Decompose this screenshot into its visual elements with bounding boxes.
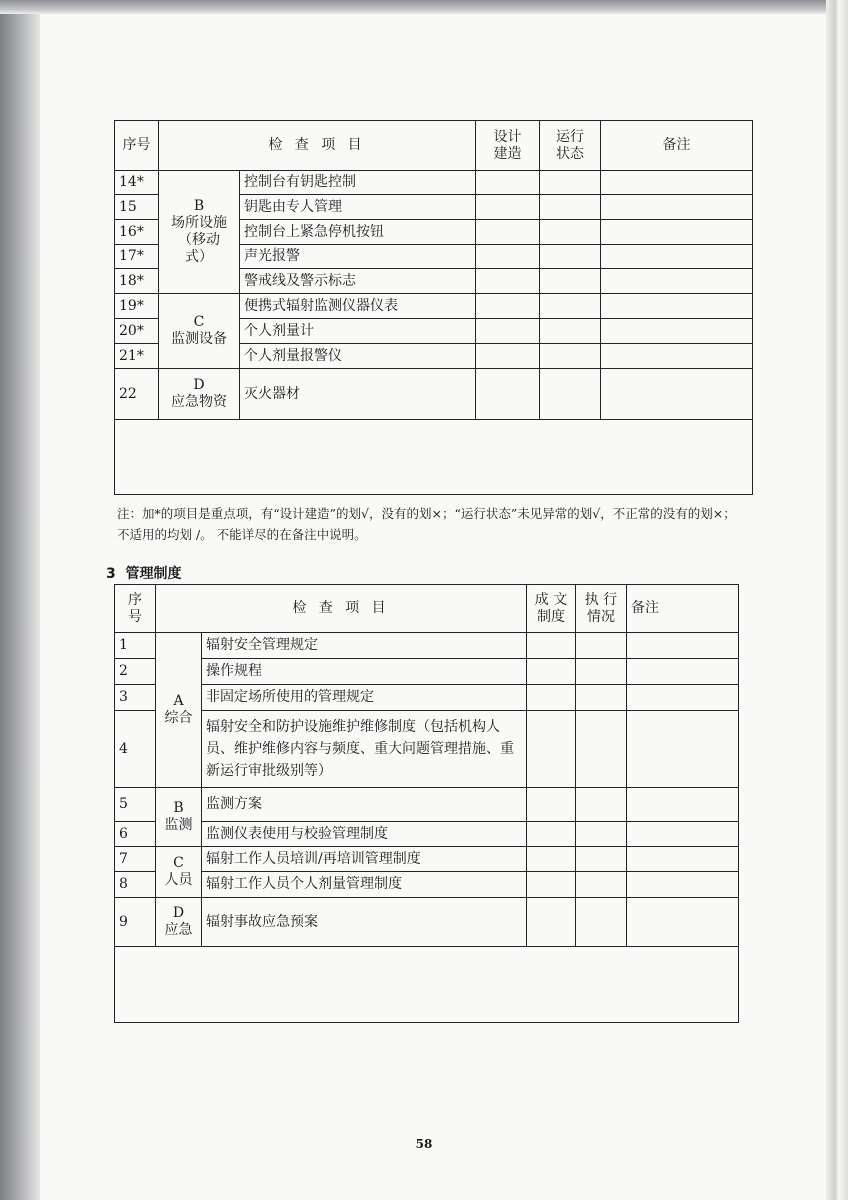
cell-note: [627, 633, 739, 659]
cell-written: [527, 898, 576, 947]
cell-design: [476, 344, 540, 369]
group-name: 应急物资: [171, 394, 227, 410]
row-item: 监测方案: [202, 788, 527, 822]
header-written: 成 文 制度: [527, 585, 576, 633]
row-seq: 3: [115, 685, 156, 711]
remarks-area: [115, 947, 739, 1023]
group-b: [156, 788, 202, 847]
cell-design: [476, 369, 540, 420]
binding-gutter: [0, 0, 40, 1200]
cell-design: [476, 269, 540, 294]
row-seq: 16*: [115, 220, 159, 245]
header-note: 备注: [601, 121, 753, 171]
cell-note: [627, 659, 739, 685]
section-number: 3: [106, 566, 116, 582]
group-letter: D: [172, 905, 185, 921]
row-item: 辐射安全管理规定: [202, 633, 527, 659]
cell-written: [527, 685, 576, 711]
cell-written: [527, 847, 576, 872]
cell-written: [527, 822, 576, 847]
cell-exec: [576, 788, 627, 822]
row-seq: 17*: [115, 245, 159, 269]
row-seq: 18*: [115, 269, 159, 294]
row-seq: 14*: [115, 171, 159, 195]
cell-exec: [576, 822, 627, 847]
group-name: 场所设施: [171, 215, 227, 231]
header-design: 设计 建造: [476, 121, 540, 171]
cell-status: [540, 220, 601, 245]
cell-status: [540, 245, 601, 269]
group-letter: B: [173, 800, 184, 816]
page-edge: [826, 0, 848, 1200]
group-name: 人员: [164, 872, 193, 888]
group-sub: （移动 式）: [178, 232, 220, 265]
cell-exec: [576, 898, 627, 947]
group-c: [156, 847, 202, 898]
cell-exec: [576, 685, 627, 711]
cell-written: [527, 659, 576, 685]
group-name: 监测设备: [171, 331, 227, 347]
top-shadow: [0, 0, 848, 14]
cell-status: [540, 369, 601, 420]
cell-exec: [576, 847, 627, 872]
group-name: 应急: [164, 922, 193, 938]
header-seq: 序号: [115, 121, 159, 171]
group-d: [159, 369, 240, 420]
row-item: 个人剂量计: [240, 319, 476, 344]
cell-note: [601, 220, 753, 245]
group-letter: A: [173, 693, 184, 709]
cell-design: [476, 195, 540, 220]
inspection-table-facilities: [114, 120, 753, 495]
cell-written: [527, 711, 576, 788]
cell-written: [527, 872, 576, 898]
row-item: 控制台上紧急停机按钮: [240, 220, 476, 245]
cell-note: [627, 898, 739, 947]
group-name: 综合: [164, 710, 193, 726]
cell-exec: [576, 711, 627, 788]
cell-note: [601, 245, 753, 269]
row-item: 灭火器材: [240, 369, 476, 420]
cell-note: [601, 319, 753, 344]
header-status: 运行 状态: [540, 121, 601, 171]
cell-design: [476, 171, 540, 195]
cell-note: [601, 369, 753, 420]
cell-note: [627, 847, 739, 872]
group-b: [159, 171, 240, 294]
cell-design: [476, 220, 540, 245]
cell-note: [601, 195, 753, 220]
cell-written: [527, 788, 576, 822]
page-number: 58: [415, 1137, 433, 1151]
cell-design: [476, 319, 540, 344]
row-item: 声光报警: [240, 245, 476, 269]
row-seq: 1: [115, 633, 156, 659]
table-footnote: 注：加*的项目是重点项，有“设计建造”的划√，没有的划×；“运行状态”未见异常的划√，不正常的没有的划×；不适用的均划 /。 不能详尽的在备注中说明。: [117, 506, 736, 542]
cell-note: [601, 171, 753, 195]
cell-exec: [576, 659, 627, 685]
cell-status: [540, 294, 601, 319]
group-c: [159, 294, 240, 369]
header-note: 备注: [627, 585, 739, 633]
cell-note: [601, 344, 753, 369]
cell-status: [540, 319, 601, 344]
cell-note: [601, 294, 753, 319]
row-item: 控制台有钥匙控制: [240, 171, 476, 195]
header-check-item: 检 查 项 目: [156, 585, 527, 633]
group-d: [156, 898, 202, 947]
row-seq: 2: [115, 659, 156, 685]
cell-note: [627, 685, 739, 711]
row-seq: 15: [115, 195, 159, 220]
row-seq: 20*: [115, 319, 159, 344]
cell-written: [527, 633, 576, 659]
group-name: 监测: [164, 817, 193, 833]
row-item: 操作规程: [202, 659, 527, 685]
row-seq: 21*: [115, 344, 159, 369]
cell-design: [476, 294, 540, 319]
cell-exec: [576, 872, 627, 898]
row-seq: 19*: [115, 294, 159, 319]
cell-note: [627, 788, 739, 822]
cell-note: [627, 822, 739, 847]
row-item: 监测仪表使用与校验管理制度: [202, 822, 527, 847]
section-heading: [106, 563, 182, 583]
cell-status: [540, 171, 601, 195]
row-item: 警戒线及警示标志: [240, 269, 476, 294]
row-item: 辐射安全和防护设施维护维修制度（包括机构人员、维护维修内容与频度、重大问题管理措施、重新运行审批级别等）: [202, 711, 527, 788]
header-exec: 执 行 情况: [576, 585, 627, 633]
row-item: 钥匙由专人管理: [240, 195, 476, 220]
inspection-table-management: [114, 584, 739, 1023]
row-seq: 22: [115, 369, 159, 420]
cell-status: [540, 195, 601, 220]
row-item: 个人剂量报警仪: [240, 344, 476, 369]
row-seq: 5: [115, 788, 156, 822]
cell-design: [476, 245, 540, 269]
header-seq: 序 号: [115, 585, 156, 633]
row-item: 便携式辐射监测仪器仪表: [240, 294, 476, 319]
row-item: 辐射工作人员培训/再培训管理制度: [202, 847, 527, 872]
group-letter: D: [193, 377, 205, 393]
row-item: 辐射事故应急预案: [202, 898, 527, 947]
group-a: [156, 633, 202, 788]
row-seq: 8: [115, 872, 156, 898]
row-seq: 7: [115, 847, 156, 872]
cell-note: [627, 872, 739, 898]
cell-note: [601, 269, 753, 294]
row-seq: 4: [115, 711, 156, 788]
remarks-area: [115, 420, 753, 495]
row-item: 非固定场所使用的管理规定: [202, 685, 527, 711]
row-seq: 6: [115, 822, 156, 847]
group-letter: B: [193, 198, 205, 214]
cell-note: [627, 711, 739, 788]
section-title: 管理制度: [125, 566, 182, 582]
cell-status: [540, 344, 601, 369]
row-seq: 9: [115, 898, 156, 947]
cell-exec: [576, 633, 627, 659]
group-letter: C: [193, 314, 205, 330]
cell-status: [540, 269, 601, 294]
header-check-item: 检 查 项 目: [159, 121, 476, 171]
group-letter: C: [173, 855, 184, 871]
row-item: 辐射工作人员个人剂量管理制度: [202, 872, 527, 898]
